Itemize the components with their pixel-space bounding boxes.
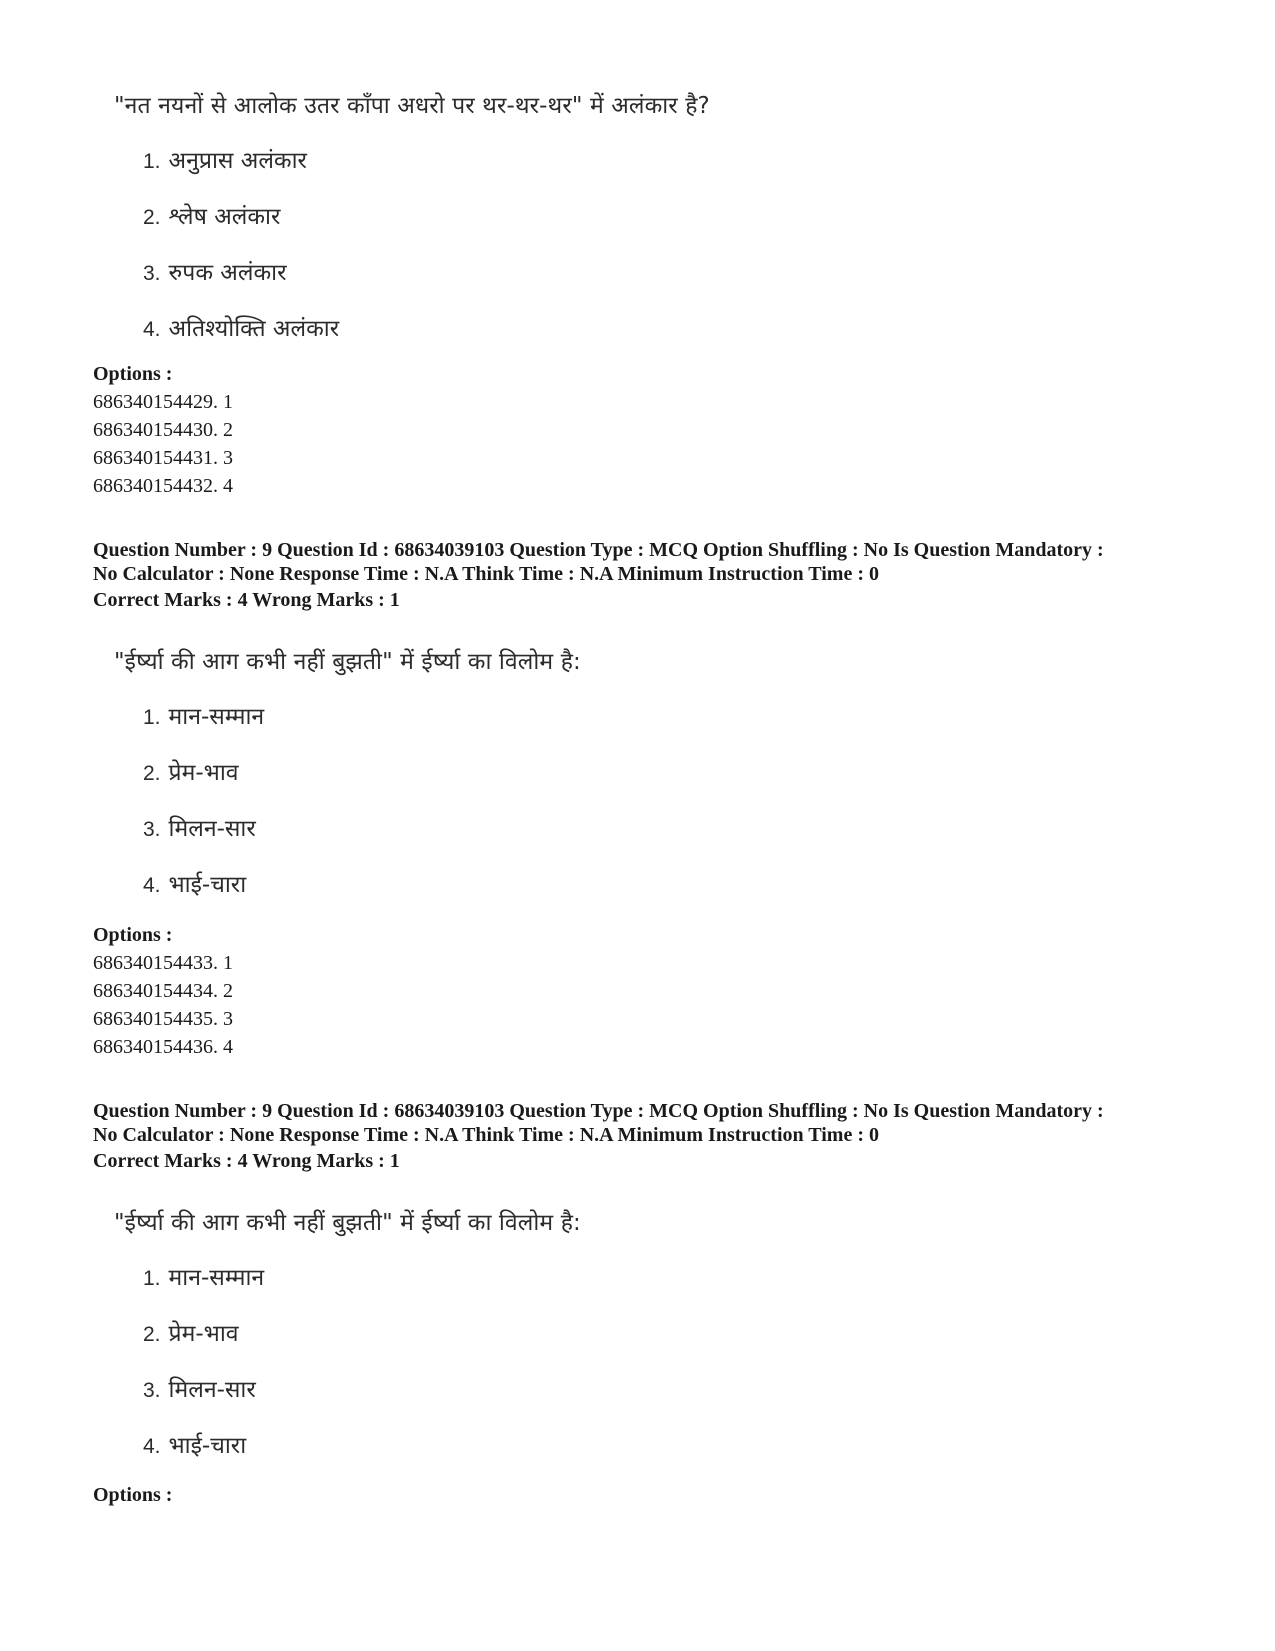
choice-number: 4.: [143, 318, 161, 341]
question-9b-text: "ईर्ष्या की आग कभी नहीं बुझती" में ईर्ष्या का विलोम है:: [114, 1210, 581, 1236]
choice-number: 4.: [143, 874, 161, 897]
choice-text: प्रेम-भाव: [168, 1321, 239, 1347]
options-heading: Options :: [93, 363, 173, 385]
question-8-choice-2: [143, 199, 280, 231]
question-8-choice-3: [143, 255, 287, 287]
choice-number: 4.: [143, 1435, 161, 1458]
meta-line: Question Number : 9 Question Id : 68634039103 Question Type : MCQ Option Shuffling : No Is Question Mandatory :: [93, 1100, 1104, 1122]
question-9b-choice-4: [143, 1428, 246, 1460]
question-9a-choice-4: [143, 867, 246, 899]
choice-number: 3.: [143, 818, 161, 841]
choice-text: अनुप्रास अलंकार: [168, 148, 307, 174]
question-9a-choice-2: [143, 755, 239, 787]
question-9b-marks: Correct Marks : 4 Wrong Marks : 1: [93, 1150, 400, 1172]
choice-number: 2.: [143, 1323, 161, 1346]
option-id-line: 686340154431. 3: [93, 447, 233, 469]
option-id-line: 686340154434. 2: [93, 980, 233, 1002]
meta-line: No Calculator : None Response Time : N.A Think Time : N.A Minimum Instruction Time : 0: [93, 563, 879, 585]
question-9a-marks: Correct Marks : 4 Wrong Marks : 1: [93, 589, 400, 611]
choice-text: अतिश्योक्ति अलंकार: [168, 316, 340, 342]
question-8-text: "नत नयनों से आलोक उतर काँपा अधरो पर थर-थर-थर" में अलंकार है?: [114, 93, 710, 119]
choice-number: 2.: [143, 206, 161, 229]
choice-text: मान-सम्मान: [168, 1265, 265, 1291]
choice-text: मान-सम्मान: [168, 704, 265, 730]
question-9b-choice-3: [143, 1372, 256, 1404]
choice-number: 3.: [143, 1379, 161, 1402]
option-id-line: 686340154430. 2: [93, 419, 233, 441]
question-8-choice-1: [143, 143, 307, 175]
choice-text: मिलन-सार: [168, 1377, 256, 1403]
option-id-line: 686340154433. 1: [93, 952, 233, 974]
option-id-line: 686340154435. 3: [93, 1008, 233, 1030]
option-id-line: 686340154436. 4: [93, 1036, 233, 1058]
meta-line: No Calculator : None Response Time : N.A Think Time : N.A Minimum Instruction Time : 0: [93, 1124, 879, 1146]
option-id-line: 686340154429. 1: [93, 391, 233, 413]
meta-line: Question Number : 9 Question Id : 68634039103 Question Type : MCQ Option Shuffling : No Is Question Mandatory :: [93, 539, 1104, 561]
question-9b-choice-2: [143, 1316, 239, 1348]
choice-text: रुपक अलंकार: [168, 260, 287, 286]
choice-text: प्रेम-भाव: [168, 760, 239, 786]
question-9b-choice-1: [143, 1260, 264, 1292]
question-9b-meta: [93, 1099, 1203, 1147]
choice-number: 2.: [143, 762, 161, 785]
question-9a-choice-3: [143, 811, 256, 843]
choice-number: 1.: [143, 1267, 161, 1290]
choice-text: मिलन-सार: [168, 816, 256, 842]
choice-text: श्लेष अलंकार: [168, 204, 281, 230]
option-id-line: 686340154432. 4: [93, 475, 233, 497]
choice-number: 1.: [143, 150, 161, 173]
choice-number: 3.: [143, 262, 161, 285]
options-heading: Options :: [93, 924, 173, 946]
choice-text: भाई-चारा: [168, 872, 247, 898]
choice-text: भाई-चारा: [168, 1433, 247, 1459]
question-9a-choice-1: [143, 699, 264, 731]
question-8-choice-4: [143, 311, 339, 343]
options-heading: Options :: [93, 1484, 173, 1506]
choice-number: 1.: [143, 706, 161, 729]
question-9a-text: "ईर्ष्या की आग कभी नहीं बुझती" में ईर्ष्या का विलोम है:: [114, 649, 581, 675]
question-9a-meta: [93, 538, 1203, 586]
